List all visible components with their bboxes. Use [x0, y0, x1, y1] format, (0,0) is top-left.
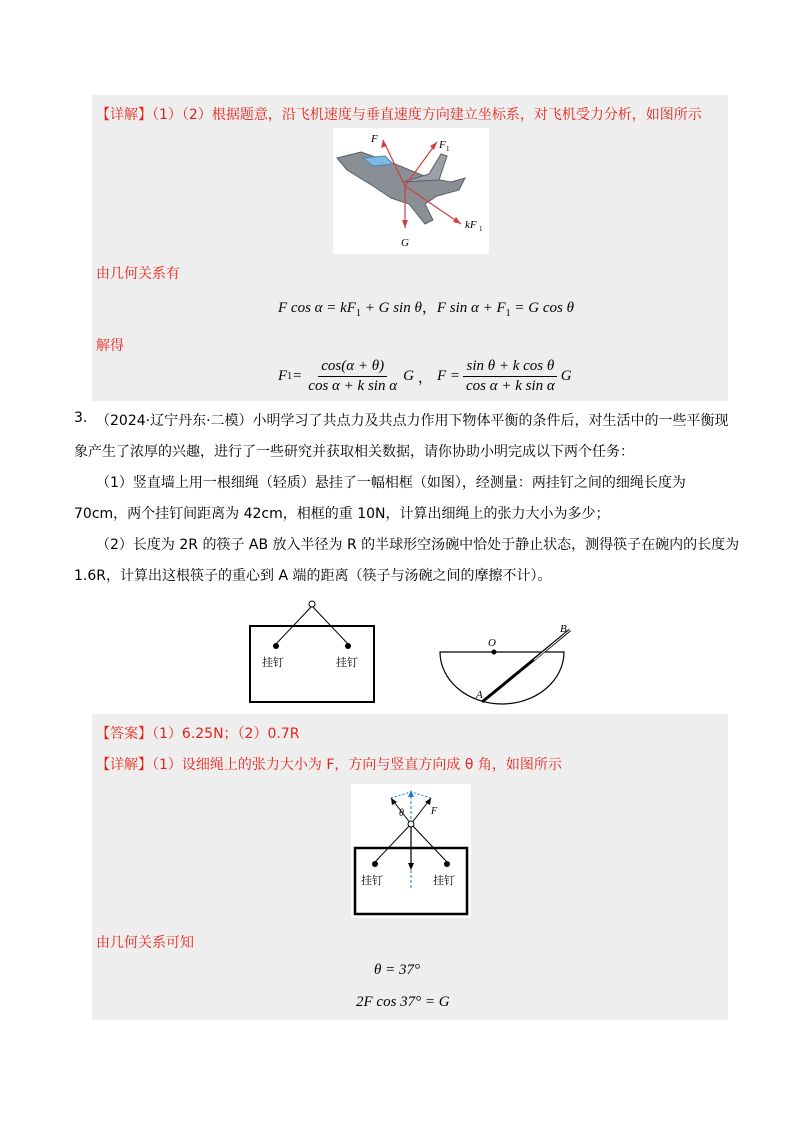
- force-label-F1-sub: 1: [446, 145, 450, 153]
- solve-text: 解得: [96, 338, 124, 354]
- nail-label-left: 挂钉: [262, 656, 284, 669]
- problem-line-5: （2）长度为 2R 的筷子 AB 放入半径为 R 的半球形空汤碗中恰处于静止状态，测得筷子在碗内的长度为: [96, 537, 740, 553]
- answer-line: [96, 723, 299, 743]
- detail-paragraph-1: [96, 104, 702, 124]
- force-label-kF1-sub: 1: [479, 225, 483, 233]
- detail-tag-2: 【详解】: [96, 757, 152, 773]
- detail-paragraph-2: [96, 754, 562, 774]
- nail-label-right-2: 挂钉: [433, 874, 455, 887]
- nail-label-right: 挂钉: [336, 656, 358, 669]
- problem-line-6: 1.6R，计算出这根筷子的重心到 A 端的距离（筷子与汤碗之间的摩擦不计）。: [74, 568, 552, 584]
- force-label-kF1: kF: [465, 219, 477, 231]
- problem-line-4: 70cm，两个挂钉间距离为 42cm，相框的重 10N，计算出细绳上的张力大小为多少；: [74, 506, 610, 522]
- bowl-label-A: A: [476, 689, 483, 701]
- airplane-force-diagram: [333, 128, 489, 254]
- equation-tension: 2F cos 37° = G: [356, 994, 450, 1010]
- geometry-text-1: 由几何关系有: [96, 266, 180, 282]
- tension-label-F: F: [431, 806, 438, 817]
- detail-text-2: （1）设细绳上的张力大小为 F，方向与竖直方向成 θ 角，如图所示: [152, 757, 562, 773]
- tension-force-diagram: [351, 784, 471, 918]
- picture-frame-diagram: [244, 598, 380, 708]
- angle-label-theta: θ: [399, 808, 404, 819]
- force-label-F1: F: [439, 139, 446, 151]
- equation-theta: θ = 37°: [374, 962, 420, 978]
- problem-line-1: （2024·辽宁丹东·二模）小明学习了共点力及共点力作用下物体平衡的条件后，对生活中的一些平衡现: [96, 413, 729, 429]
- force-label-G: G: [401, 237, 409, 249]
- nail-label-left-2: 挂钉: [361, 874, 383, 887]
- detail-text: （1）（2）根据题意，沿飞机速度与垂直速度方向建立坐标系，对飞机受力分析，如图所示: [152, 107, 702, 123]
- bowl-label-O: O: [488, 637, 496, 649]
- answer-tag: 【答案】: [96, 726, 152, 742]
- force-label-F: F: [371, 133, 378, 145]
- bowl-label-B: B: [560, 623, 567, 635]
- detail-tag: 【详解】: [96, 107, 152, 123]
- problem-line-3: （1）竖直墙上用一根细绳（轻质）悬挂了一幅相框（如图），经测量：两挂钉之间的细绳长度为: [96, 475, 686, 491]
- problem-line-2: 象产生了浓厚的兴趣，进行了一些研究并获取相关数据，请你协助小明完成以下两个任务：: [74, 444, 634, 460]
- equation-solution: F 1 = $\frac{\cos(\alpha + \theta)}{\text{cos α + k sin α}}$ G ， F = $\frac{\text{sin θ + k cos θ}}{\text{cos α + k sin α}}$ G: [278, 358, 572, 394]
- bowl-chopstick-diagram: [434, 622, 578, 706]
- equation-force-balance: F $\cos \alpha = kF_1 + G$ sin θ，F $\sin \alpha + F_1 = G$ cos θ: [278, 300, 574, 319]
- answer-text: （1）6.25N；（2）0.7R: [152, 726, 300, 742]
- geometry-text-2: 由几何关系可知: [96, 935, 194, 951]
- problem-number: 3.: [74, 410, 88, 426]
